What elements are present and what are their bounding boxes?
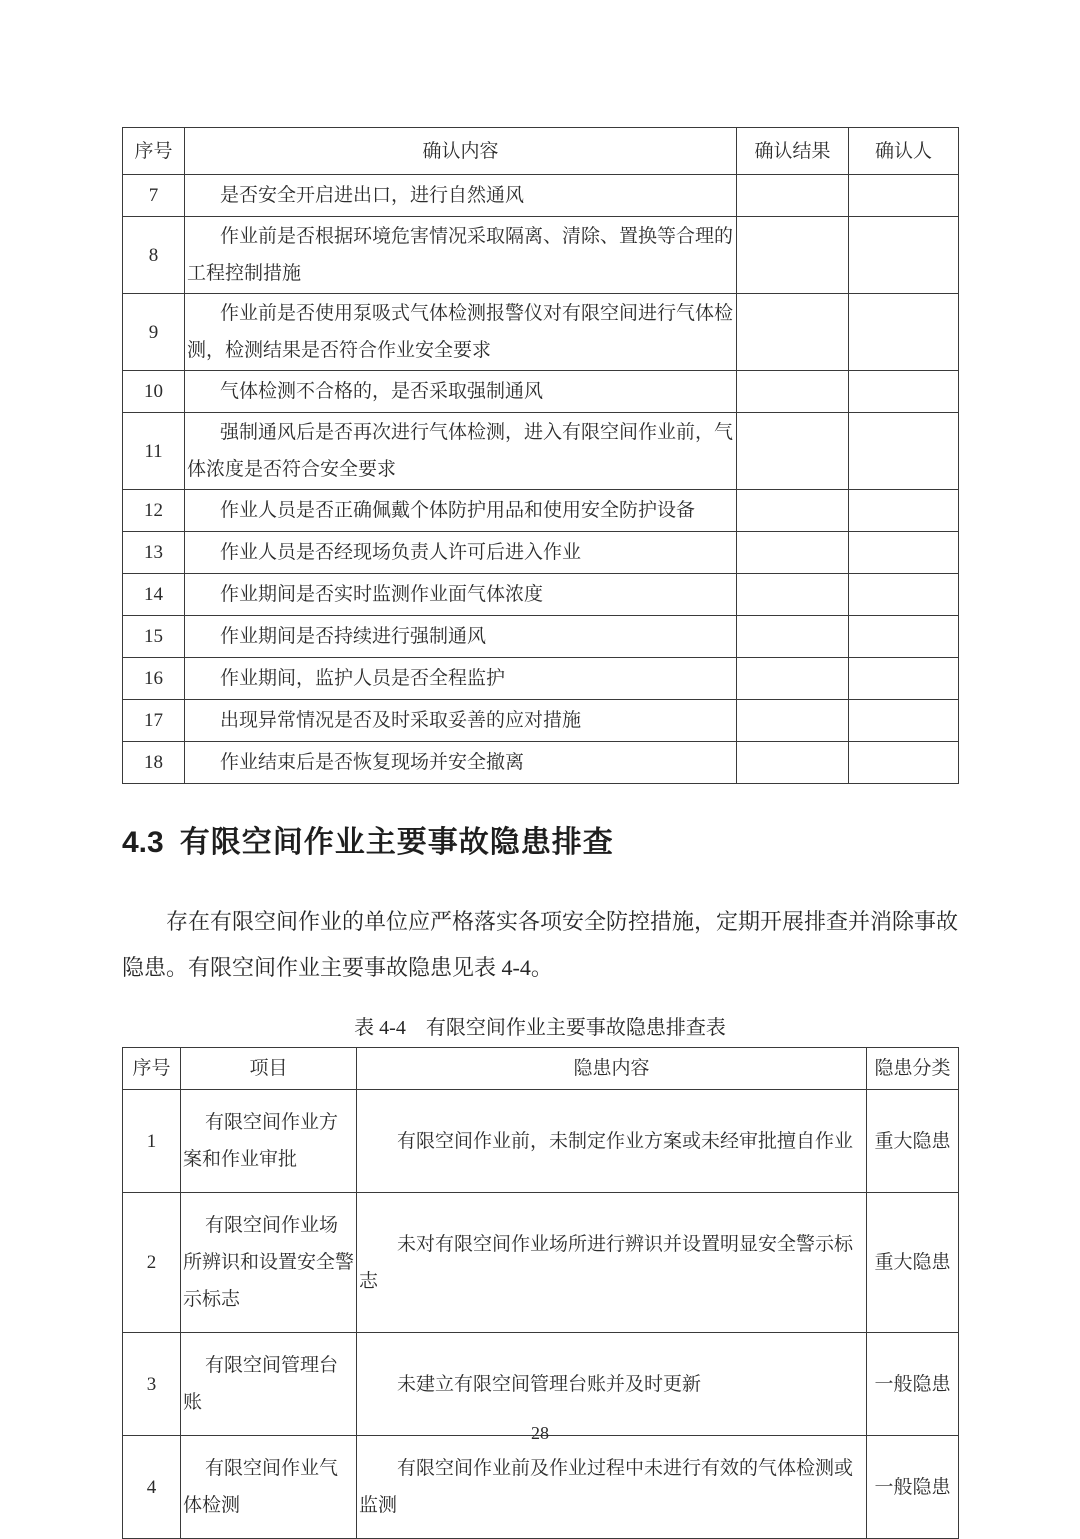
confirmation-result-cell: [737, 658, 849, 700]
column-header-no: 序号: [123, 1048, 181, 1090]
table-header-row: [123, 1048, 959, 1090]
confirmation-result-cell: [737, 490, 849, 532]
confirmer-cell: [849, 490, 959, 532]
table-row: [123, 217, 959, 294]
section-title: 有限空间作业主要事故隐患排查: [179, 826, 614, 859]
table-row: [123, 413, 959, 490]
row-number: 11: [123, 413, 185, 490]
confirmation-result-cell: [737, 616, 849, 658]
confirmation-content: 作业期间，监护人员是否全程监护: [185, 658, 737, 700]
column-header-result: 确认结果: [737, 128, 849, 175]
confirmation-content: 作业结束后是否恢复现场并安全撤离: [185, 742, 737, 784]
confirmation-result-cell: [737, 217, 849, 294]
hazard-item: 有限空间作业气体检测: [181, 1436, 357, 1539]
confirmation-checklist-table: [122, 127, 959, 784]
row-number: 7: [123, 175, 185, 217]
table-row: [123, 1333, 959, 1436]
hazard-category: 一般隐患: [867, 1436, 959, 1539]
confirmation-content: 是否安全开启进出口，进行自然通风: [185, 175, 737, 217]
row-number: 13: [123, 532, 185, 574]
confirmation-result-cell: [737, 742, 849, 784]
table-row: [123, 658, 959, 700]
table-header-row: [123, 128, 959, 175]
confirmer-cell: [849, 532, 959, 574]
column-header-no: 序号: [123, 128, 185, 175]
confirmation-result-cell: [737, 700, 849, 742]
confirmation-result-cell: [737, 371, 849, 413]
hazard-category: 一般隐患: [867, 1333, 959, 1436]
confirmer-cell: [849, 217, 959, 294]
confirmation-content: 作业期间是否持续进行强制通风: [185, 616, 737, 658]
row-number: 12: [123, 490, 185, 532]
hazard-category: 重大隐患: [867, 1193, 959, 1333]
table-row: [123, 1090, 959, 1193]
hazard-content: 未建立有限空间管理台账并及时更新: [357, 1333, 867, 1436]
hazard-item: 有限空间作业方案和作业审批: [181, 1090, 357, 1193]
row-number: 4: [123, 1436, 181, 1539]
confirmer-cell: [849, 616, 959, 658]
confirmation-result-cell: [737, 532, 849, 574]
row-number: 8: [123, 217, 185, 294]
page-content: [122, 127, 958, 1539]
body-paragraph: 存在有限空间作业的单位应严格落实各项安全防控措施，定期开展排查并消除事故隐患。有限空间作业主要事故隐患见表 4-4。: [122, 909, 959, 980]
table-row: [123, 700, 959, 742]
confirmer-cell: [849, 658, 959, 700]
column-header-hazard: 隐患内容: [357, 1048, 867, 1090]
column-header-confirmer: 确认人: [849, 128, 959, 175]
confirmation-result-cell: [737, 175, 849, 217]
table-caption: 表 4-4 有限空间作业主要事故隐患排查表: [354, 1017, 726, 1039]
confirmation-content: 气体检测不合格的，是否采取强制通风: [185, 371, 737, 413]
confirmation-content: 强制通风后是否再次进行气体检测，进入有限空间作业前，气体浓度是否符合安全要求: [185, 413, 737, 490]
row-number: 3: [123, 1333, 181, 1436]
hazard-item: 有限空间管理台账: [181, 1333, 357, 1436]
table-row: [123, 490, 959, 532]
row-number: 16: [123, 658, 185, 700]
hazard-category: 重大隐患: [867, 1090, 959, 1193]
row-number: 17: [123, 700, 185, 742]
table-row: [123, 1436, 959, 1539]
table-row: [123, 616, 959, 658]
confirmation-content: 作业期间是否实时监测作业面气体浓度: [185, 574, 737, 616]
confirmation-content: 作业前是否根据环境危害情况采取隔离、清除、置换等合理的工程控制措施: [185, 217, 737, 294]
confirmation-content: 作业人员是否正确佩戴个体防护用品和使用安全防护设备: [185, 490, 737, 532]
confirmation-content: 作业人员是否经现场负责人许可后进入作业: [185, 532, 737, 574]
table-row: [123, 532, 959, 574]
confirmer-cell: [849, 371, 959, 413]
section-number: 4.3: [122, 826, 164, 859]
confirmer-cell: [849, 175, 959, 217]
table-row: [123, 742, 959, 784]
row-number: 15: [123, 616, 185, 658]
column-header-content: 确认内容: [185, 128, 737, 175]
row-number: 14: [123, 574, 185, 616]
confirmer-cell: [849, 700, 959, 742]
confirmation-content: 作业前是否使用泵吸式气体检测报警仪对有限空间进行气体检测，检测结果是否符合作业安全要求: [185, 294, 737, 371]
confirmation-result-cell: [737, 294, 849, 371]
column-header-item: 项目: [181, 1048, 357, 1090]
table-row: [123, 371, 959, 413]
column-header-category: 隐患分类: [867, 1048, 959, 1090]
confirmation-result-cell: [737, 574, 849, 616]
confirmer-cell: [849, 294, 959, 371]
row-number: 9: [123, 294, 185, 371]
hazard-inspection-table: [122, 1047, 959, 1539]
table-row: [123, 175, 959, 217]
row-number: 10: [123, 371, 185, 413]
page-number: 28: [531, 1423, 549, 1443]
hazard-content: 未对有限空间作业场所进行辨识并设置明显安全警示标志: [357, 1193, 867, 1333]
table-row: [123, 294, 959, 371]
hazard-item: 有限空间作业场所辨识和设置安全警示标志: [181, 1193, 357, 1333]
row-number: 1: [123, 1090, 181, 1193]
row-number: 2: [123, 1193, 181, 1333]
confirmer-cell: [849, 742, 959, 784]
table-row: [123, 1193, 959, 1333]
confirmation-result-cell: [737, 413, 849, 490]
section-heading: [122, 817, 958, 861]
hazard-content: 有限空间作业前，未制定作业方案或未经审批擅自作业: [357, 1090, 867, 1193]
row-number: 18: [123, 742, 185, 784]
confirmation-content: 出现异常情况是否及时采取妥善的应对措施: [185, 700, 737, 742]
hazard-content: 有限空间作业前及作业过程中未进行有效的气体检测或监测: [357, 1436, 867, 1539]
confirmer-cell: [849, 574, 959, 616]
confirmer-cell: [849, 413, 959, 490]
table-row: [123, 574, 959, 616]
